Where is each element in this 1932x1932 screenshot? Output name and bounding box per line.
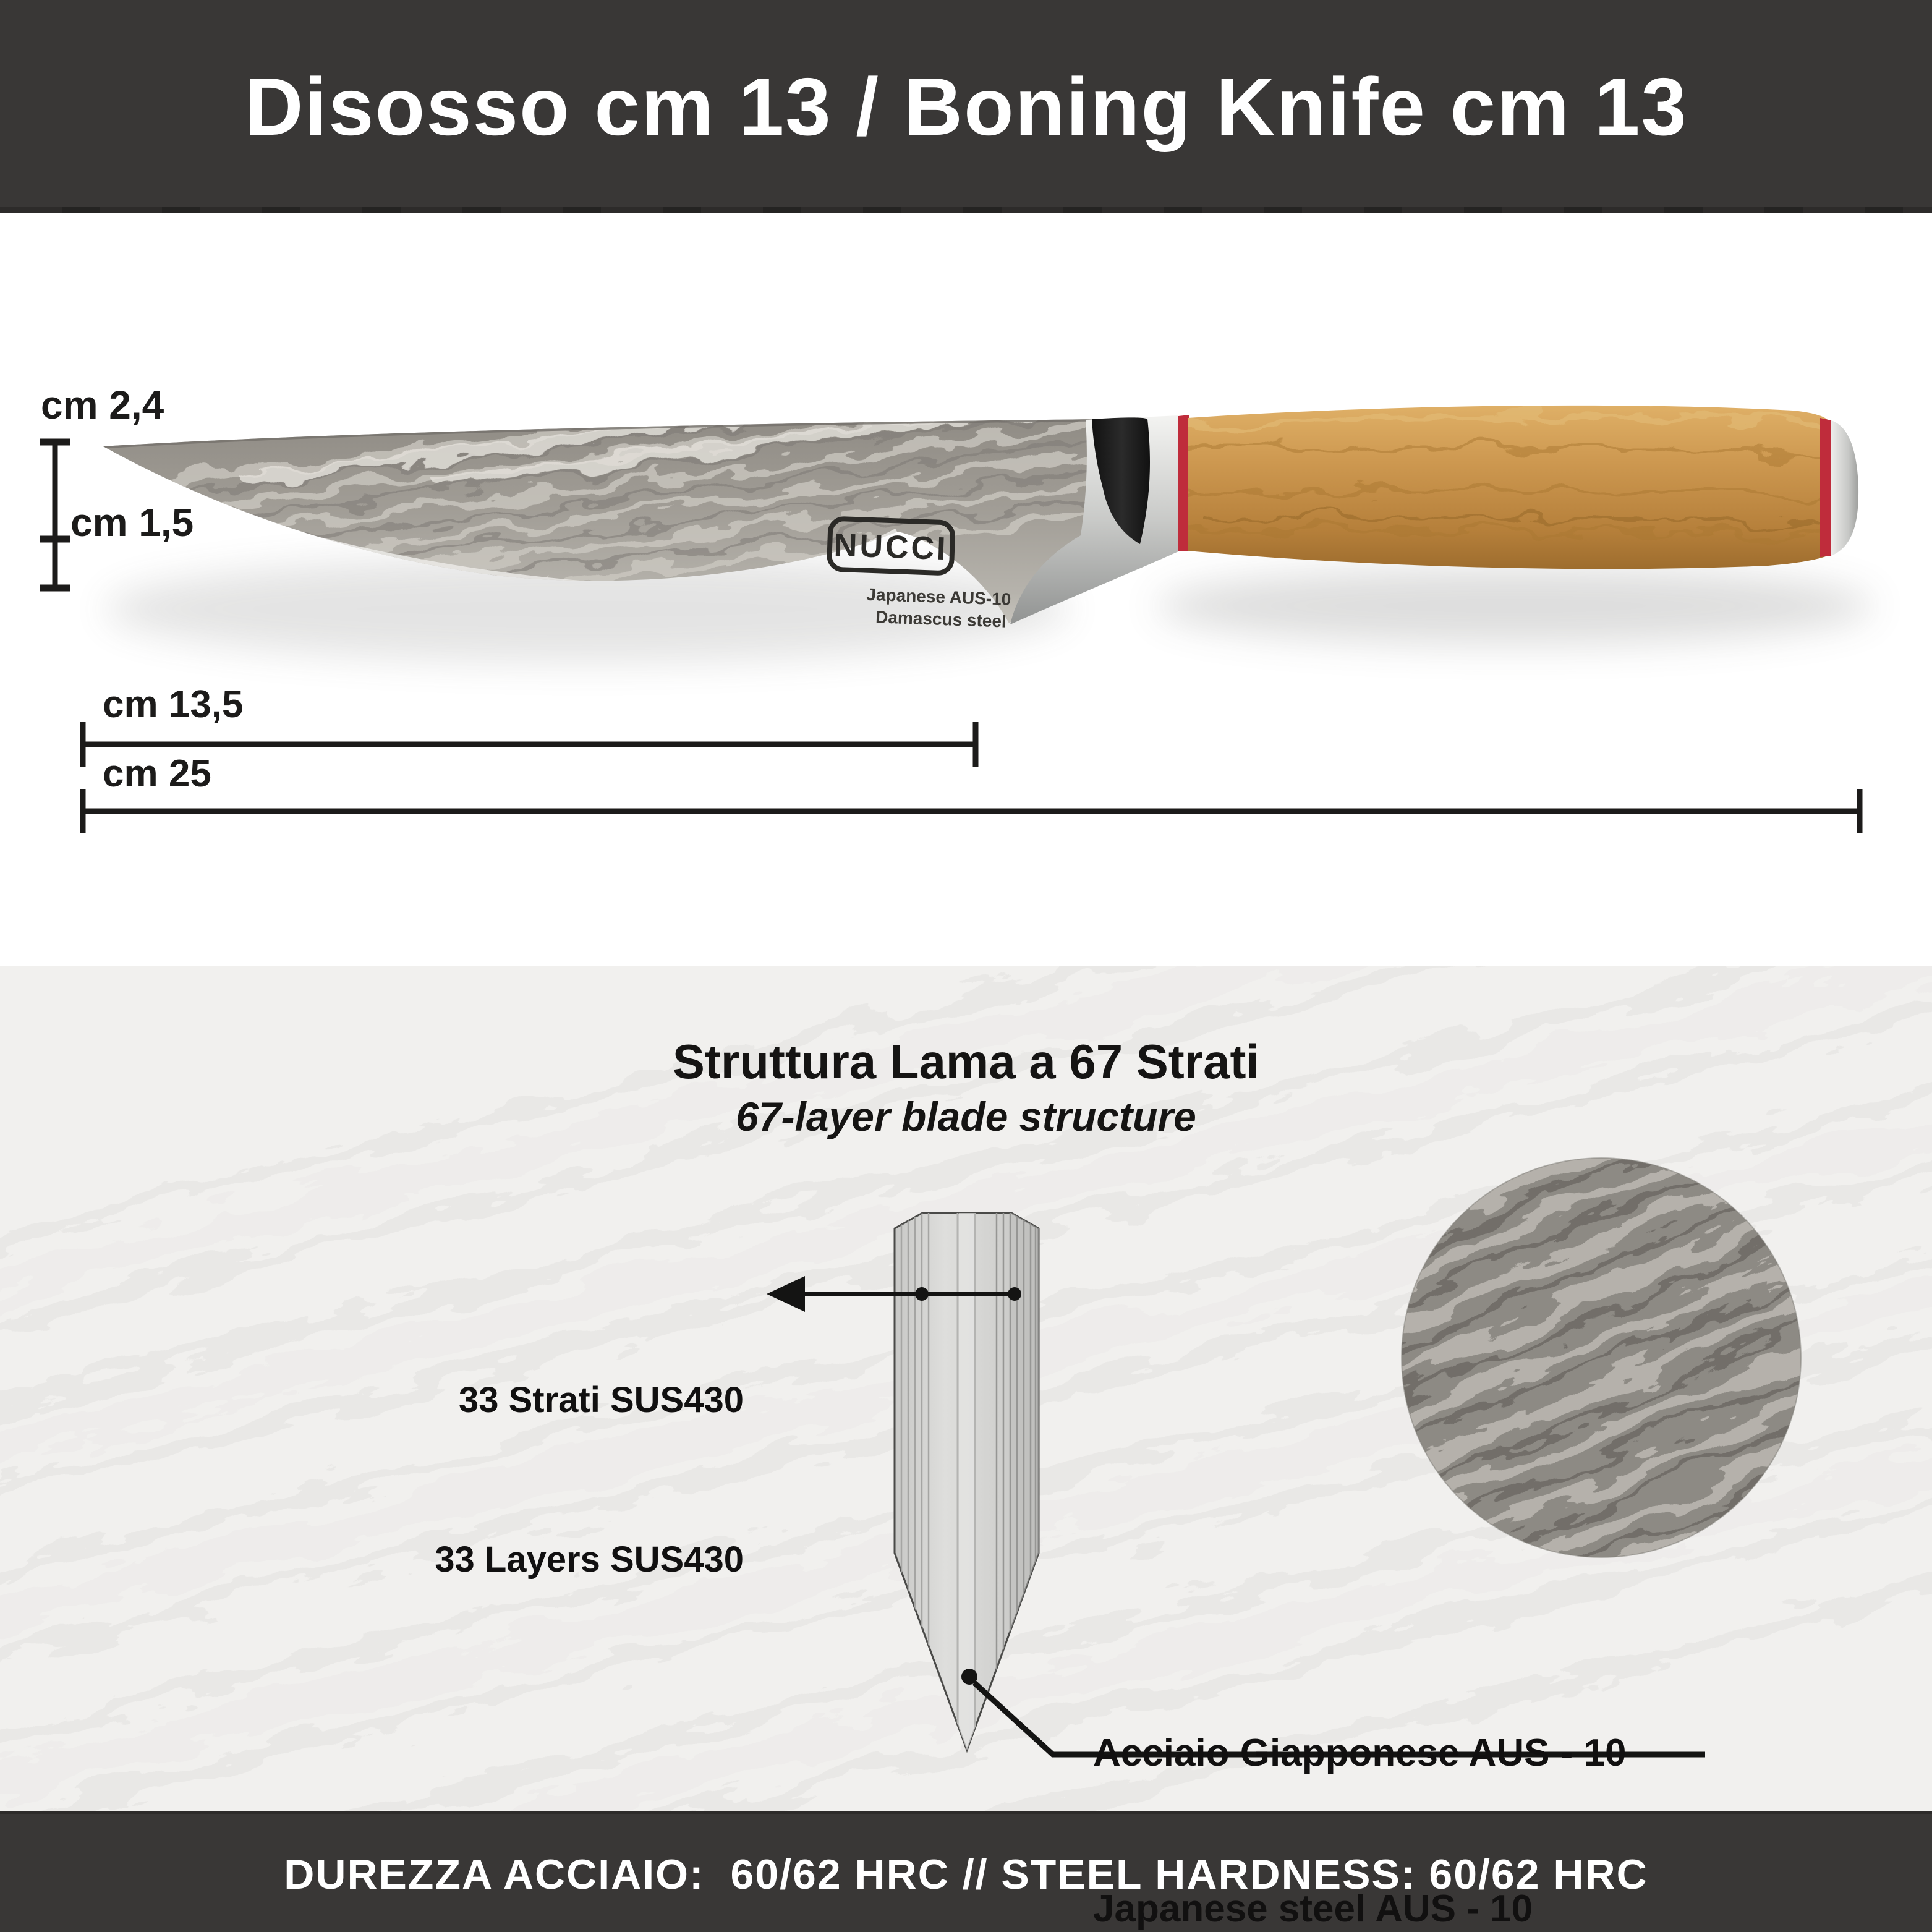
outer-layers-label-it: 33 Strati SUS430 <box>458 1380 744 1420</box>
handle-shadow <box>1156 568 1873 644</box>
handle-red-ring-rear <box>1820 418 1831 557</box>
core-steel-labels <box>1093 1623 1627 1932</box>
handle-steel-cap <box>1831 420 1858 556</box>
engraving-line1: Japanese AUS-10 <box>866 584 1011 609</box>
outer-layers-label-en: 33 Layers SUS430 <box>435 1539 744 1580</box>
outer-layers-labels <box>435 1267 744 1693</box>
core-steel-label-it: Acciaio Giapponese AUS - 10 <box>1093 1732 1627 1774</box>
arrowhead-left <box>767 1276 805 1312</box>
core-steel-label-en: Japanese steel AUS - 10 <box>1093 1887 1533 1930</box>
steel-hardness-text: DUREZZA ACCIAIO: 60/62 HRC // STEEL HARDNESS: 60/62 HRC <box>284 1850 1648 1898</box>
knife-photo <box>33 362 1873 662</box>
height-edge-label: cm 1,5 <box>70 500 194 545</box>
total-length-label: cm 25 <box>103 752 211 795</box>
handle-red-ring-front <box>1178 415 1189 551</box>
blade-length-label: cm 13,5 <box>103 683 244 726</box>
knife-handle-wood <box>1188 406 1829 569</box>
brand-logo-text: NUCCI <box>833 527 949 568</box>
height-total-label: cm 2,4 <box>41 383 164 427</box>
structure-title: Struttura Lama a 67 Strati <box>672 1034 1260 1089</box>
engraving-line2: Damascus steel <box>875 607 1007 631</box>
structure-subtitle: 67-layer blade structure <box>736 1094 1196 1139</box>
page-title: Disosso cm 13 / Boning Knife cm 13 <box>244 61 1688 152</box>
